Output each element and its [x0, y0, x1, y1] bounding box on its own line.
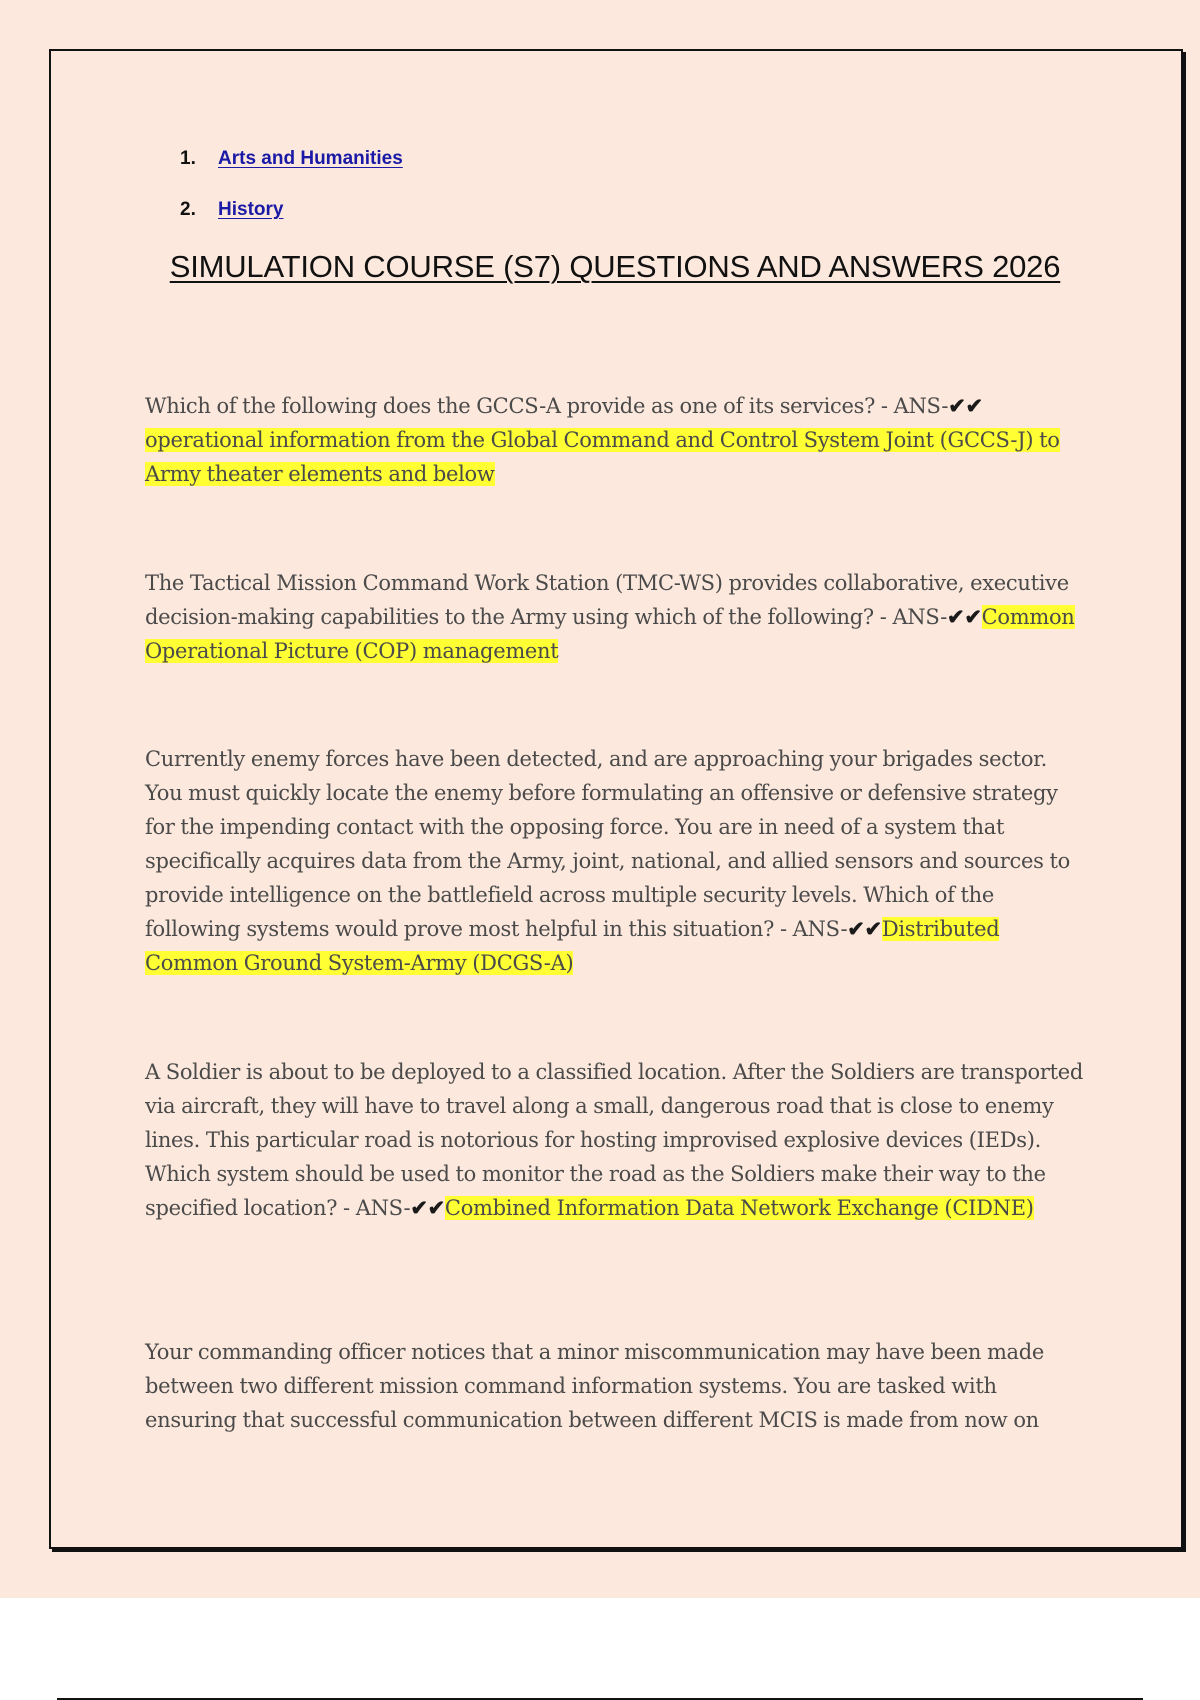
breadcrumb-link-history[interactable]: History	[218, 199, 284, 220]
document-title: SIMULATION COURSE (S7) QUESTIONS AND ANSWERS 2026	[169, 249, 1061, 284]
answer-highlight: Distributed Common Ground System-Army (DCGS-A)	[145, 917, 1000, 975]
qa-item-5	[145, 1335, 1090, 1437]
answer-label: ANS-	[893, 394, 949, 418]
answer-highlight: Combined Information Data Network Exchange (CIDNE)	[444, 1196, 1034, 1220]
qa-item-1	[145, 389, 1090, 491]
check-marks: ✔✔	[410, 1195, 445, 1220]
qa-item-3	[145, 742, 1090, 980]
question-text: A Soldier is about to be deployed to a classified location. After the Soldiers are transported via aircraft, they will have to travel along a small, dangerous road that is close to enemy lines. This particular road is notorious for hosting improvised explosive devices (IEDs). Which system should be used to monitor the road as the Soldiers make their way to the specified location? -	[145, 1060, 1083, 1220]
qa-item-2	[145, 566, 1090, 668]
qa-item-4	[145, 1055, 1090, 1225]
question-text: The Tactical Mission Command Work Station (TMC-WS) provides collaborative, executive decision-making capabilities to the Army using which of the following? -	[145, 571, 1069, 629]
answer-label: ANS-	[792, 917, 848, 941]
check-marks: ✔✔	[947, 604, 982, 629]
answer-highlight: operational information from the Global Command and Control System Joint (GCCS-J) to Army theater elements and below	[145, 428, 1060, 486]
breadcrumb-link-arts-and-humanities[interactable]: Arts and Humanities	[218, 148, 403, 169]
check-marks: ✔✔	[847, 916, 882, 941]
check-marks: ✔✔	[948, 393, 983, 418]
breadcrumb-item-arts	[180, 142, 403, 193]
breadcrumb	[180, 142, 403, 244]
question-text: Which of the following does the GCCS-A provide as one of its services? -	[145, 394, 894, 418]
answer-label: ANS-	[892, 605, 948, 629]
breadcrumb-number: 2.	[180, 199, 196, 220]
answer-label: ANS-	[355, 1196, 411, 1220]
question-text: Your commanding officer notices that a minor miscommunication may have been made between two different mission command information systems. You are tasked with ensuring that successful communication between different MCIS is made from now on	[145, 1340, 1045, 1432]
breadcrumb-item-history	[180, 193, 403, 244]
question-text: Currently enemy forces have been detected, and are approaching your brigades sector. You must quickly locate the enemy before formulating an offensive or defensive strategy for the impending contact with the opposing force. You are in need of a system that specifically acquires data from the Army, joint, national, and allied sensors and sources to provide intelligence on the battlefield across multiple security levels. Which of the following systems would prove most helpful in this situation? -	[145, 747, 1070, 941]
breadcrumb-number: 1.	[180, 148, 196, 169]
answer-highlight: Common Operational Picture (COP) management	[145, 605, 1075, 663]
